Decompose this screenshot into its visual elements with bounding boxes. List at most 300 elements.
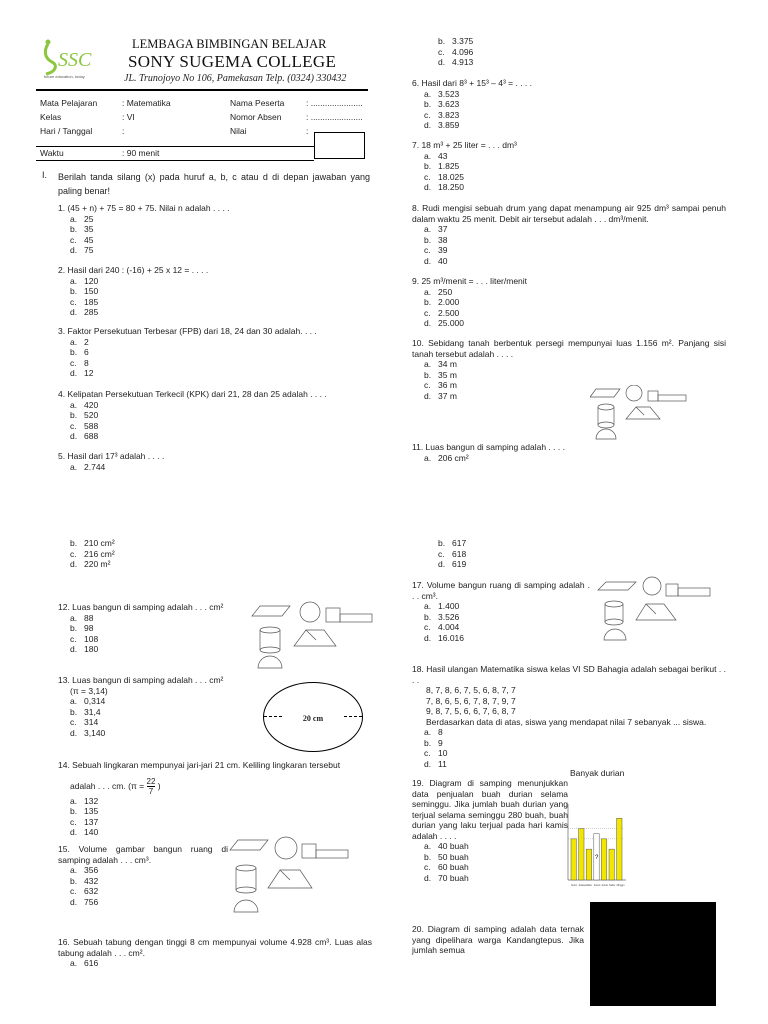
option-text: 25: [84, 213, 94, 224]
option-letter: a.: [424, 286, 432, 297]
answer-option[interactable]: [58, 307, 208, 318]
answer-option[interactable]: [412, 841, 568, 852]
option-letter: a.: [424, 601, 432, 611]
answer-option[interactable]: [58, 644, 223, 655]
x-tick-label: Sabtu: [609, 884, 616, 887]
option-text: 120: [84, 275, 99, 286]
unknown-value-label: ?: [595, 854, 599, 861]
answer-option[interactable]: [412, 612, 590, 623]
answer-option[interactable]: [58, 559, 115, 570]
college-name: SONY SUGEMA COLLEGE: [128, 52, 337, 71]
option-letter: a.: [424, 452, 432, 463]
question-8: [412, 203, 726, 266]
answer-option[interactable]: [58, 806, 372, 817]
option-text: 37: [438, 224, 448, 234]
chart-bar: [601, 839, 606, 880]
question-stem: 10. Sebidang tanah berbentuk persegi mempunyai luas 1.156 m². Panjang sisi tanah tersebut adalah . . . .: [412, 338, 726, 359]
solid-figure-diagram: [590, 385, 720, 441]
question-18: [412, 664, 726, 769]
answer-option[interactable]: [412, 151, 517, 162]
answer-option[interactable]: [426, 57, 473, 68]
option-text: 432: [84, 875, 99, 886]
answer-option[interactable]: [58, 886, 228, 897]
option-text: 88: [84, 612, 94, 623]
option-text: 39: [438, 245, 448, 255]
option-text: 135: [84, 806, 99, 816]
option-text: 285: [84, 307, 99, 317]
address: JL. Trunojoyo No 106, Pamekasan Telp. (0324) 330432: [124, 73, 347, 84]
answer-option[interactable]: [58, 865, 228, 876]
time-label: Waktu: [40, 148, 64, 158]
option-text: 3.623: [438, 99, 460, 109]
pi-fraction: $\frac{22}{7}$: [146, 776, 156, 796]
option-text: 31,4: [84, 706, 101, 717]
option-letter: a.: [424, 727, 432, 737]
answer-option[interactable]: [58, 634, 223, 645]
answer-option[interactable]: [58, 410, 327, 421]
answer-option[interactable]: [412, 852, 568, 863]
option-text: 70 buah: [438, 872, 469, 883]
option-text: 4.913: [452, 57, 474, 67]
solid-figure-diagram: [596, 576, 724, 642]
option-letter: c.: [70, 420, 77, 431]
answer-option[interactable]: [58, 368, 317, 379]
option-letter: b.: [424, 851, 432, 862]
option-letter: b.: [424, 297, 432, 307]
logo-tagline: future education, today: [44, 74, 85, 79]
option-letter: d.: [438, 57, 446, 67]
question-11: [412, 442, 565, 463]
option-letter: d.: [70, 827, 78, 837]
score-box[interactable]: [314, 132, 365, 159]
option-text: 36 m: [438, 380, 457, 390]
option-text: 206 cm²: [438, 452, 469, 463]
option-text: 3.859: [438, 120, 460, 130]
answer-option[interactable]: [412, 99, 532, 110]
answer-option[interactable]: [58, 696, 223, 707]
question-stem-end: Berdasarkan data di atas, siswa yang mendapat nilai 7 sebanyak ... siswa.: [426, 716, 707, 727]
option-letter: a.: [70, 795, 78, 806]
question-stem: 8. Rudi mengisi sebuah drum yang dapat menampung air 925 dm³ sampai penuh dalam waktu 25 menit. Debit air tersebut adalah . . . dm³/menit.: [412, 203, 726, 224]
answer-option[interactable]: [426, 47, 473, 58]
question-stem: 20. Diagram di samping adalah data ternak yang dipelihara warga Kandangtepus. Jika jumlah semua: [412, 924, 584, 955]
question-12: [58, 602, 223, 655]
option-letter: d.: [424, 872, 432, 883]
answer-option[interactable]: [412, 601, 590, 612]
option-text: 18.025: [438, 171, 464, 182]
option-text: 40: [438, 255, 448, 266]
question-stem: 11. Luas bangun di samping adalah . . . .: [412, 442, 565, 452]
option-letter: a.: [424, 359, 432, 369]
answer-option[interactable]: [412, 318, 527, 329]
answer-option[interactable]: [412, 110, 532, 121]
question-4: [58, 389, 327, 442]
answer-option[interactable]: [58, 897, 228, 908]
option-text: 420: [84, 399, 99, 410]
option-text: 16.016: [438, 632, 464, 643]
option-text: 50 buah: [438, 851, 469, 862]
option-letter: a.: [70, 275, 78, 286]
option-text: 60 buah: [438, 862, 469, 872]
chart-bar: [579, 829, 584, 880]
absen-field[interactable]: : ......................: [306, 112, 363, 122]
question-stem: 13. Luas bangun di samping adalah . . . cm²: [58, 675, 224, 685]
option-letter: d.: [70, 307, 78, 317]
option-letter: b.: [424, 611, 432, 622]
solid-figure-diagram: [250, 600, 380, 670]
option-letter: a.: [70, 399, 78, 410]
option-text: 3.375: [452, 36, 474, 46]
answer-option[interactable]: [412, 308, 527, 319]
x-tick-label: Rabu: [586, 884, 592, 887]
answer-option[interactable]: [58, 462, 164, 473]
option-letter: b.: [70, 538, 78, 548]
date-label: Hari / Tanggal: [40, 126, 93, 136]
option-letter: d.: [424, 255, 432, 266]
answer-option[interactable]: [412, 287, 527, 298]
option-text: 6: [84, 347, 89, 357]
answer-option[interactable]: [58, 613, 223, 624]
option-text: 3.523: [438, 88, 460, 99]
answer-option[interactable]: [58, 235, 230, 246]
answer-option[interactable]: [58, 796, 372, 807]
header-rule: [36, 89, 368, 91]
option-letter: d.: [424, 632, 432, 643]
option-letter: c.: [424, 622, 431, 632]
question-19: [412, 778, 568, 883]
answer-option[interactable]: [58, 245, 230, 256]
answer-option[interactable]: [412, 172, 517, 183]
question-7: [412, 140, 517, 193]
answer-option[interactable]: [58, 358, 317, 369]
option-letter: c.: [70, 548, 77, 559]
option-text: 137: [84, 816, 99, 827]
chart-bar: [571, 839, 576, 880]
option-text: 4.096: [452, 46, 474, 57]
answer-option[interactable]: [58, 347, 317, 358]
option-letter: b.: [70, 224, 78, 234]
waktu-row: [36, 146, 314, 161]
redaction-block: [590, 902, 716, 1006]
svg-text:SSC: SSC: [58, 49, 92, 71]
answer-option[interactable]: [412, 297, 527, 308]
answer-option[interactable]: [412, 873, 568, 884]
answer-option[interactable]: [412, 633, 590, 644]
answer-option[interactable]: [58, 224, 230, 235]
option-letter: a.: [424, 88, 432, 99]
option-letter: b.: [438, 36, 446, 46]
answer-option[interactable]: [412, 224, 726, 235]
absen-label: Nomor Absen: [230, 112, 282, 122]
durian-bar-chart: [560, 800, 630, 892]
answer-option[interactable]: [412, 89, 532, 100]
option-letter: d.: [438, 559, 446, 569]
option-letter: d.: [70, 644, 78, 654]
question-20: [412, 924, 584, 956]
option-letter: c.: [70, 816, 77, 827]
option-text: 2.744: [84, 461, 106, 472]
chart-bar: [617, 818, 622, 880]
option-letter: a.: [424, 224, 432, 234]
option-letter: c.: [424, 380, 431, 390]
chart-bar: [609, 849, 614, 880]
option-letter: b.: [424, 161, 432, 171]
question-11-continued: [58, 538, 115, 570]
question-stem: 12. Luas bangun di samping adalah . . . cm²: [58, 602, 224, 612]
option-text: 34 m: [438, 359, 457, 369]
time-value: : 90 menit: [122, 148, 160, 158]
option-text: 18.250: [438, 182, 464, 192]
option-letter: c.: [70, 296, 77, 307]
option-text: 210 cm²: [84, 538, 115, 548]
option-letter: c.: [424, 109, 431, 120]
option-letter: d.: [424, 120, 432, 130]
option-letter: c.: [70, 633, 77, 644]
option-letter: d.: [70, 431, 78, 441]
question-13: [58, 675, 223, 738]
answer-option[interactable]: [58, 421, 327, 432]
answer-option[interactable]: [58, 728, 223, 739]
option-text: 3.823: [438, 109, 460, 120]
option-letter: d.: [70, 727, 78, 738]
option-letter: d.: [70, 368, 78, 378]
diameter-label: 20 cm: [284, 714, 342, 723]
option-letter: a.: [70, 213, 78, 224]
option-letter: c.: [424, 171, 431, 182]
option-text: 4.004: [438, 622, 460, 632]
option-text: 185: [84, 296, 99, 307]
option-text: 10: [438, 748, 448, 758]
question-stem: 7. 18 m³ + 25 liter = . . . dm³: [412, 140, 517, 150]
score-value: :: [306, 126, 309, 136]
option-letter: c.: [424, 245, 431, 255]
option-text: 1.825: [438, 161, 460, 171]
option-text: 132: [84, 795, 99, 806]
question-stem: 1. (45 + n) + 75 = 80 + 75. Nilai n adalah . . . .: [58, 203, 230, 213]
answer-option[interactable]: [412, 738, 726, 749]
answer-option[interactable]: [58, 958, 372, 969]
x-tick-label: Senin: [571, 884, 578, 887]
option-letter: b.: [424, 99, 432, 109]
answer-option[interactable]: [58, 538, 115, 549]
option-letter: d.: [70, 559, 78, 569]
question-stem: 2. Hasil dari 240 : (-16) + 25 x 12 = . . . .: [58, 265, 209, 275]
circle-figure: [263, 682, 363, 752]
answer-option[interactable]: [412, 182, 517, 193]
option-text: 617: [452, 538, 467, 548]
option-letter: a.: [70, 336, 78, 347]
question-17: [412, 580, 590, 643]
name-field[interactable]: : ......................: [306, 98, 363, 108]
date-value: :: [122, 126, 125, 136]
question-stem: 6. Hasil dari 8³ + 15³ – 4³ = . . . .: [412, 78, 532, 88]
question-stem: 15. Volume gambar bangun ruang di samping adalah . . . cm³.: [58, 844, 228, 865]
answer-option[interactable]: [412, 359, 726, 370]
answer-option[interactable]: [58, 214, 230, 225]
answer-option[interactable]: [412, 245, 726, 256]
option-text: 35: [84, 224, 94, 234]
question-stem: 14. Sebuah lingkaran mempunyai jari-jari 21 cm. Keliling lingkaran tersebut: [58, 760, 341, 770]
solid-figure-diagram: [228, 834, 356, 914]
logo: [38, 36, 120, 80]
option-text: 8: [84, 357, 89, 368]
question-stem: 4. Kelipatan Persekutuan Terkecil (KPK) dari 21, 28 dan 25 adalah . . . .: [58, 389, 327, 399]
score-label: Nilai: [230, 126, 247, 136]
info-left: [40, 96, 171, 138]
question-stem: 17. Volume bangun ruang di samping adalah . . . cm³.: [412, 580, 590, 601]
answer-option[interactable]: [58, 549, 115, 560]
data-line: 8, 7, 8, 6, 7, 5, 6, 8, 7, 7: [426, 685, 516, 695]
answer-option[interactable]: [58, 400, 327, 411]
option-letter: c.: [70, 234, 77, 245]
chart-bar: [586, 849, 591, 880]
answer-option[interactable]: [412, 120, 532, 131]
question-stem: 18. Hasil ulangan Matematika siswa kelas VI SD Bahagia adalah sebagai berikut . . . .: [412, 664, 726, 685]
option-letter: c.: [70, 357, 77, 368]
answer-option[interactable]: [58, 431, 327, 442]
option-letter: b.: [70, 706, 78, 717]
option-text: 11: [438, 758, 447, 769]
option-letter: b.: [70, 623, 78, 633]
answer-option[interactable]: [58, 297, 208, 308]
option-letter: b.: [424, 737, 432, 748]
option-letter: b.: [424, 369, 432, 380]
option-text: 45: [84, 234, 94, 245]
option-text: 35 m: [438, 369, 457, 380]
option-letter: d.: [424, 318, 432, 328]
option-text: 314: [84, 717, 99, 727]
instruction-text: Berilah tanda silang (x) pada huruf a, b, c atau d di depan jawaban yang paling benar!: [58, 172, 370, 196]
question-stem: 16. Sebuah tabung dengan tinggi 8 cm mempunyai volume 4.928 cm³. Luas alas tabung adalah . . . cm².: [58, 937, 372, 958]
question-5-continued: [426, 36, 473, 68]
option-letter: a.: [70, 865, 78, 875]
answer-option[interactable]: [58, 286, 208, 297]
answer-option[interactable]: [58, 817, 372, 828]
option-letter: c.: [438, 46, 445, 57]
option-text: 12: [84, 368, 94, 378]
question-14: [58, 760, 372, 838]
x-tick-label: Jumat: [601, 884, 608, 887]
option-letter: d.: [424, 182, 432, 192]
option-letter: c.: [424, 862, 431, 872]
option-text: 43: [438, 150, 448, 161]
option-text: 3.526: [438, 611, 460, 622]
answer-option[interactable]: [412, 862, 568, 873]
name-label: Nama Peserta: [230, 98, 285, 108]
option-letter: a.: [70, 461, 78, 472]
option-text: 2: [84, 336, 89, 347]
answer-option[interactable]: [426, 559, 466, 570]
answer-option[interactable]: [412, 235, 726, 246]
option-text: 588: [84, 420, 99, 431]
option-letter: d.: [424, 758, 432, 769]
subject-value: : Matematika: [122, 98, 171, 108]
answer-option[interactable]: [426, 36, 473, 47]
pi-note: (π = 3,14): [70, 685, 108, 696]
option-text: 9: [438, 737, 443, 748]
option-text: 2.500: [438, 307, 460, 318]
answer-option[interactable]: [412, 453, 565, 464]
option-text: 38: [438, 234, 448, 245]
institution-name: LEMBAGA BIMBINGAN BELAJAR: [132, 37, 327, 51]
answer-option[interactable]: [58, 707, 223, 718]
question-stem: 3. Faktor Persekutuan Terbesar (FPB) dari 18, 24 dan 30 adalah. . . .: [58, 326, 317, 336]
chart-title: Banyak durian: [570, 768, 625, 778]
option-text: 616: [84, 958, 99, 968]
answer-option[interactable]: [58, 876, 228, 887]
option-letter: c.: [438, 548, 445, 559]
x-tick-label: Minggu: [616, 884, 625, 887]
option-letter: b.: [424, 234, 432, 245]
question-stem-2: adalah . . . cm. (π = $\frac{22}{7}$ ): [70, 776, 161, 796]
option-letter: c.: [70, 717, 77, 727]
option-text: 150: [84, 286, 99, 296]
option-text: 0,314: [84, 696, 106, 706]
question-stem: 5. Hasil dari 17³ adalah . . . .: [58, 451, 165, 461]
question-15: [58, 844, 228, 907]
question-1: [58, 203, 230, 256]
question-3: [58, 326, 317, 379]
answer-option[interactable]: [412, 256, 726, 267]
option-text: 520: [84, 410, 99, 420]
data-line: 9, 8, 7, 5, 6, 6, 7, 6, 8, 7: [426, 706, 516, 716]
option-letter: b.: [70, 347, 78, 357]
option-letter: b.: [70, 286, 78, 296]
option-text: 2.000: [438, 297, 460, 307]
data-line: 7, 8, 6, 5, 6, 7, 8, 7, 9, 7: [426, 695, 516, 706]
answer-option[interactable]: [58, 276, 208, 287]
answer-option[interactable]: [412, 161, 517, 172]
option-text: 619: [452, 559, 467, 569]
x-tick-label: Selasa: [578, 884, 586, 887]
answer-option[interactable]: [412, 759, 726, 770]
question-16: [58, 937, 372, 969]
answer-option[interactable]: [412, 748, 726, 759]
option-letter: c.: [424, 748, 431, 758]
option-text: 3,140: [84, 727, 106, 738]
question-5: [58, 451, 164, 472]
option-text: 216 cm²: [84, 548, 115, 559]
option-text: 98: [84, 623, 94, 633]
question-6: [412, 78, 532, 131]
option-text: 632: [84, 886, 99, 896]
answer-option[interactable]: [58, 337, 317, 348]
option-letter: a.: [424, 841, 432, 851]
question-2: [58, 265, 208, 318]
x-tick-label: Kamis: [593, 884, 601, 887]
subject-label: Mata Pelajaran: [40, 98, 98, 108]
option-letter: b.: [70, 410, 78, 420]
answer-option[interactable]: [58, 623, 223, 634]
option-letter: d.: [70, 896, 78, 907]
option-letter: c.: [70, 886, 77, 896]
option-text: 356: [84, 865, 99, 875]
answer-option[interactable]: [58, 717, 223, 728]
option-text: 108: [84, 633, 99, 644]
instruction-number: I.: [42, 170, 48, 180]
answer-option[interactable]: [412, 370, 726, 381]
answer-option[interactable]: [426, 538, 466, 549]
option-letter: d.: [424, 390, 432, 401]
option-text: 618: [452, 548, 467, 559]
question-stem: 9. 25 m³/menit = . . . liter/menit: [412, 276, 528, 286]
answer-option[interactable]: [426, 549, 466, 560]
answer-option[interactable]: [412, 622, 590, 633]
option-letter: a.: [70, 612, 78, 623]
option-letter: d.: [70, 245, 78, 255]
answer-option[interactable]: [412, 727, 726, 738]
option-letter: a.: [70, 958, 78, 968]
